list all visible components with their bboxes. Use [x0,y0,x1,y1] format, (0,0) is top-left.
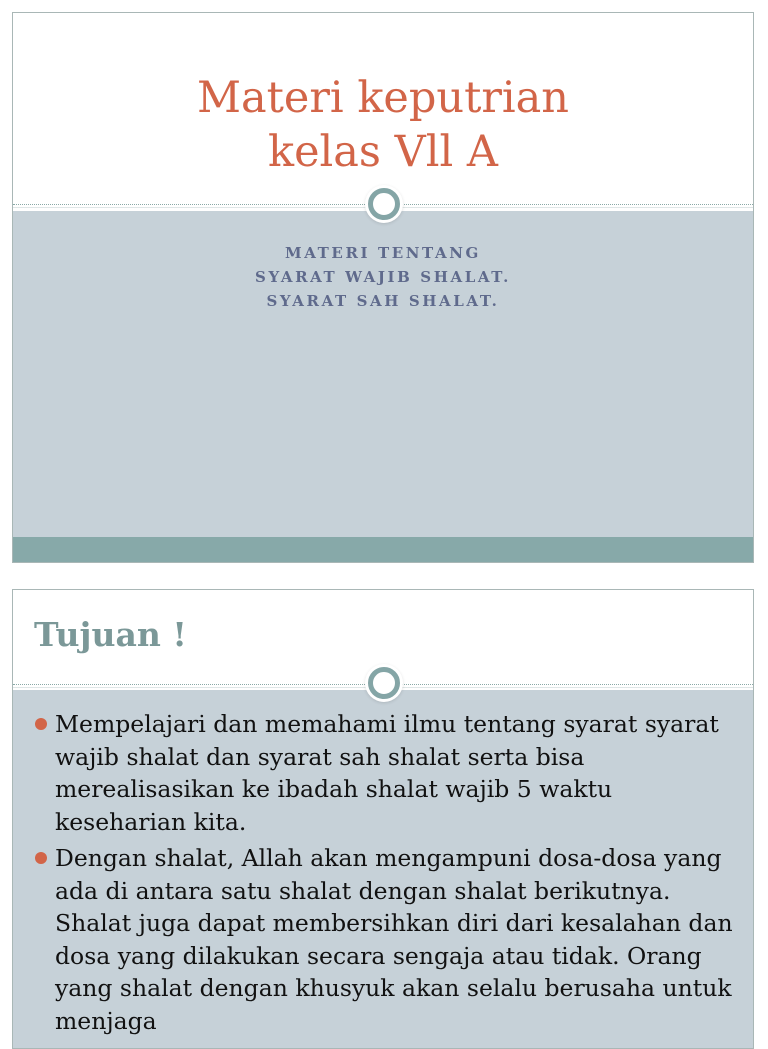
subtitle-line-2: SYARAT WAJIB SHALAT. [255,268,511,286]
subtitle-line-3: SYARAT SAH SHALAT. [266,292,500,310]
list-item [35,708,739,838]
slide-subtitle [13,241,753,313]
title-slide [12,12,754,563]
content-slide-title: Tujuan ! [34,615,187,654]
slide-title [13,71,753,179]
title-slide-header [13,13,753,209]
ring-icon [368,188,400,220]
content-slide [12,589,754,1049]
bullet-list [35,708,739,1041]
list-item [35,842,739,1037]
slide-title-line-2: kelas Vll A [268,127,498,177]
title-slide-body [13,211,753,537]
bullet-dot-icon [35,852,47,864]
bullet-dot-icon [35,718,47,730]
bullet-text: Dengan shalat, Allah akan mengampuni dosa-dosa yang ada di antara satu shalat dengan shalat berikutnya. Shalat juga dapat membersihkan diri dari kesalahan dan dosa yang dilakukan secara sengaja atau tidak. Orang yang shalat dengan khusyuk akan selalu berusaha untuk menjaga [55,844,733,1035]
subtitle-line-1: MATERI TENTANG [285,244,481,262]
slide-title-line-1: Materi keputrian [196,73,569,123]
ring-icon [368,667,400,699]
bullet-text: Mempelajari dan memahami ilmu tentang syarat syarat wajib shalat dan syarat sah shalat serta bisa merealisasikan ke ibadah shalat wajib 5 waktu keseharian kita. [55,710,719,836]
footer-band [13,537,753,563]
